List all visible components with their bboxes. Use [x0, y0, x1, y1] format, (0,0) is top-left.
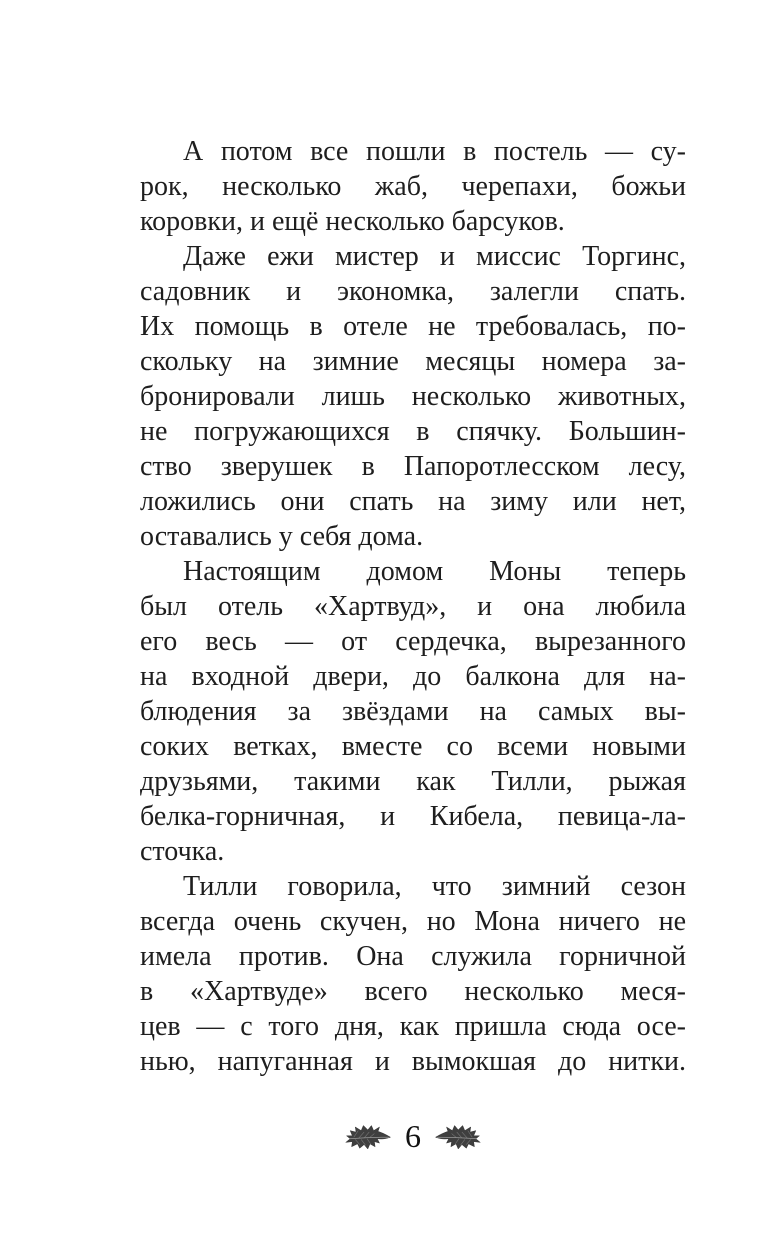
text-line: всегда очень скучен, но Мона ничего не — [140, 906, 686, 937]
text-line: блюдения за звёздами на самых вы- — [140, 696, 686, 727]
text-block — [140, 134, 686, 1079]
text-line: ство зверушек в Папоротлесском лесу, — [140, 451, 686, 482]
text-line: А потом все пошли в постель — су- — [183, 136, 686, 167]
text-line: белка-горничная, и Кибела, певица-ла- — [140, 801, 686, 832]
text-line: его весь — от сердечка, вырезанного — [140, 626, 686, 657]
text-line: в «Хартвуде» всего несколько меся- — [140, 976, 686, 1007]
text-line: бронировали лишь несколько животных, — [140, 381, 686, 412]
text-line: оставались у себя дома. — [140, 521, 424, 552]
text-line: рок, несколько жаб, черепахи, божьи — [140, 171, 686, 202]
text-line: ложились они спать на зиму или нет, — [140, 486, 686, 517]
text-line: нью, напуганная и вымокшая до нитки. — [140, 1046, 686, 1077]
text-line: не погружающихся в спячку. Большин- — [140, 416, 686, 447]
text-line: Их помощь в отеле не требовалась, по- — [140, 311, 686, 342]
text-line: сточка. — [140, 836, 225, 867]
page-footer — [140, 1116, 686, 1156]
text-line: на входной двери, до балкона для на- — [140, 661, 686, 692]
text-line: друзьями, такими как Тилли, рыжая — [140, 766, 686, 797]
text-line: Даже ежи мистер и миссис Торгинс, — [183, 241, 686, 272]
leaf-ornament-left-icon — [345, 1123, 392, 1150]
text-line: соких ветках, вместе со всеми новыми — [140, 731, 686, 762]
leaf-ornament-right-icon — [434, 1123, 481, 1150]
text-line: скольку на зимние месяцы номера за- — [140, 346, 686, 377]
text-line: имела против. Она служила горничной — [140, 941, 686, 972]
text-line: цев — с того дня, как пришла сюда осе- — [140, 1011, 686, 1042]
text-line: Тилли говорила, что зимний сезон — [183, 871, 686, 902]
page-number: 6 — [405, 1118, 421, 1154]
text-line: был отель «Хартвуд», и она любила — [140, 591, 686, 622]
text-line: садовник и экономка, залегли спать. — [140, 276, 686, 307]
text-line: коровки, и ещё несколько барсуков. — [140, 206, 565, 237]
text-line: Настоящим домом Моны теперь — [183, 556, 686, 587]
